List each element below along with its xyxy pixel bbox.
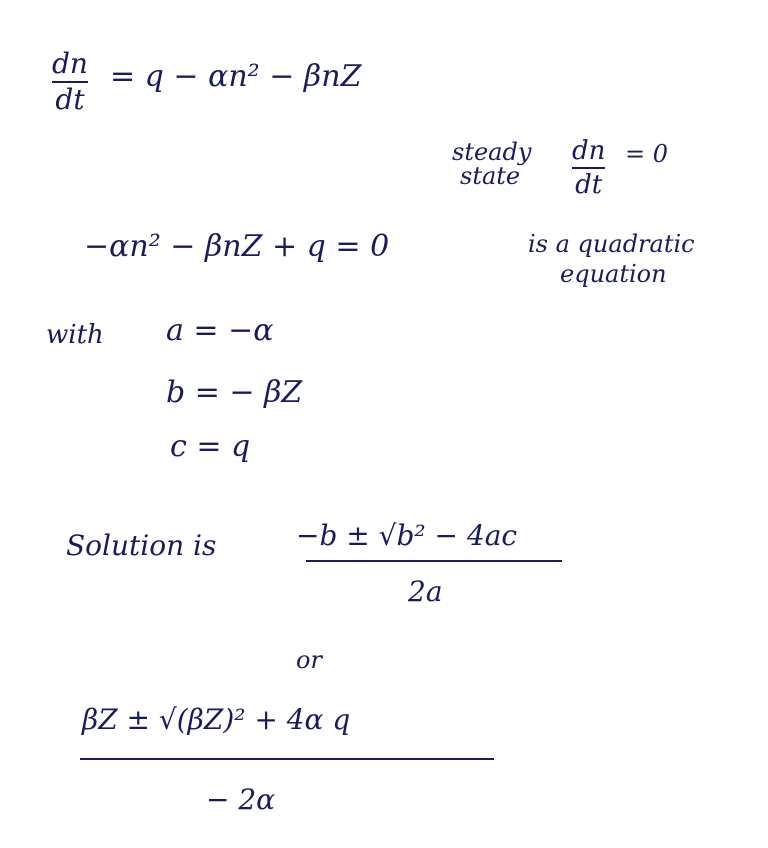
solution-fraction-bar — [306, 560, 562, 562]
derivative-dn-dt — [52, 47, 88, 116]
quadratic-equation: −αn² − βnZ + q = 0 — [84, 229, 390, 264]
final-denominator: − 2α — [206, 783, 276, 816]
rate-equation-rhs: = q − αn² − βnZ — [110, 59, 362, 94]
with-label: with — [46, 320, 104, 350]
final-fraction-bar — [80, 758, 494, 760]
solution-label: Solution is — [66, 529, 217, 562]
quadratic-note-line2: equation — [560, 260, 667, 288]
steady-label: steady — [452, 138, 532, 166]
derivative-denominator: dt — [55, 83, 85, 116]
steady-derivative — [572, 138, 605, 198]
steady-derivative-denominator: dt — [575, 170, 603, 200]
derivative-numerator: dn — [52, 47, 88, 80]
or-label: or — [296, 646, 322, 674]
solution-numerator: −b ± √b² − 4ac — [296, 519, 518, 552]
steady-derivative-numerator: dn — [572, 136, 606, 166]
coefficient-b: b = − βZ — [166, 375, 303, 410]
steady-equals-zero: = 0 — [625, 140, 669, 168]
coefficient-c: c = q — [170, 429, 251, 464]
fraction-bar — [572, 167, 605, 169]
state-label: state — [460, 162, 521, 190]
solution-denominator: 2a — [408, 575, 443, 608]
coefficient-a: a = −α — [166, 313, 274, 348]
final-numerator: βZ ± √(βZ)² + 4α q — [82, 703, 351, 736]
quadratic-note-line1: is a quadratic — [528, 230, 695, 258]
